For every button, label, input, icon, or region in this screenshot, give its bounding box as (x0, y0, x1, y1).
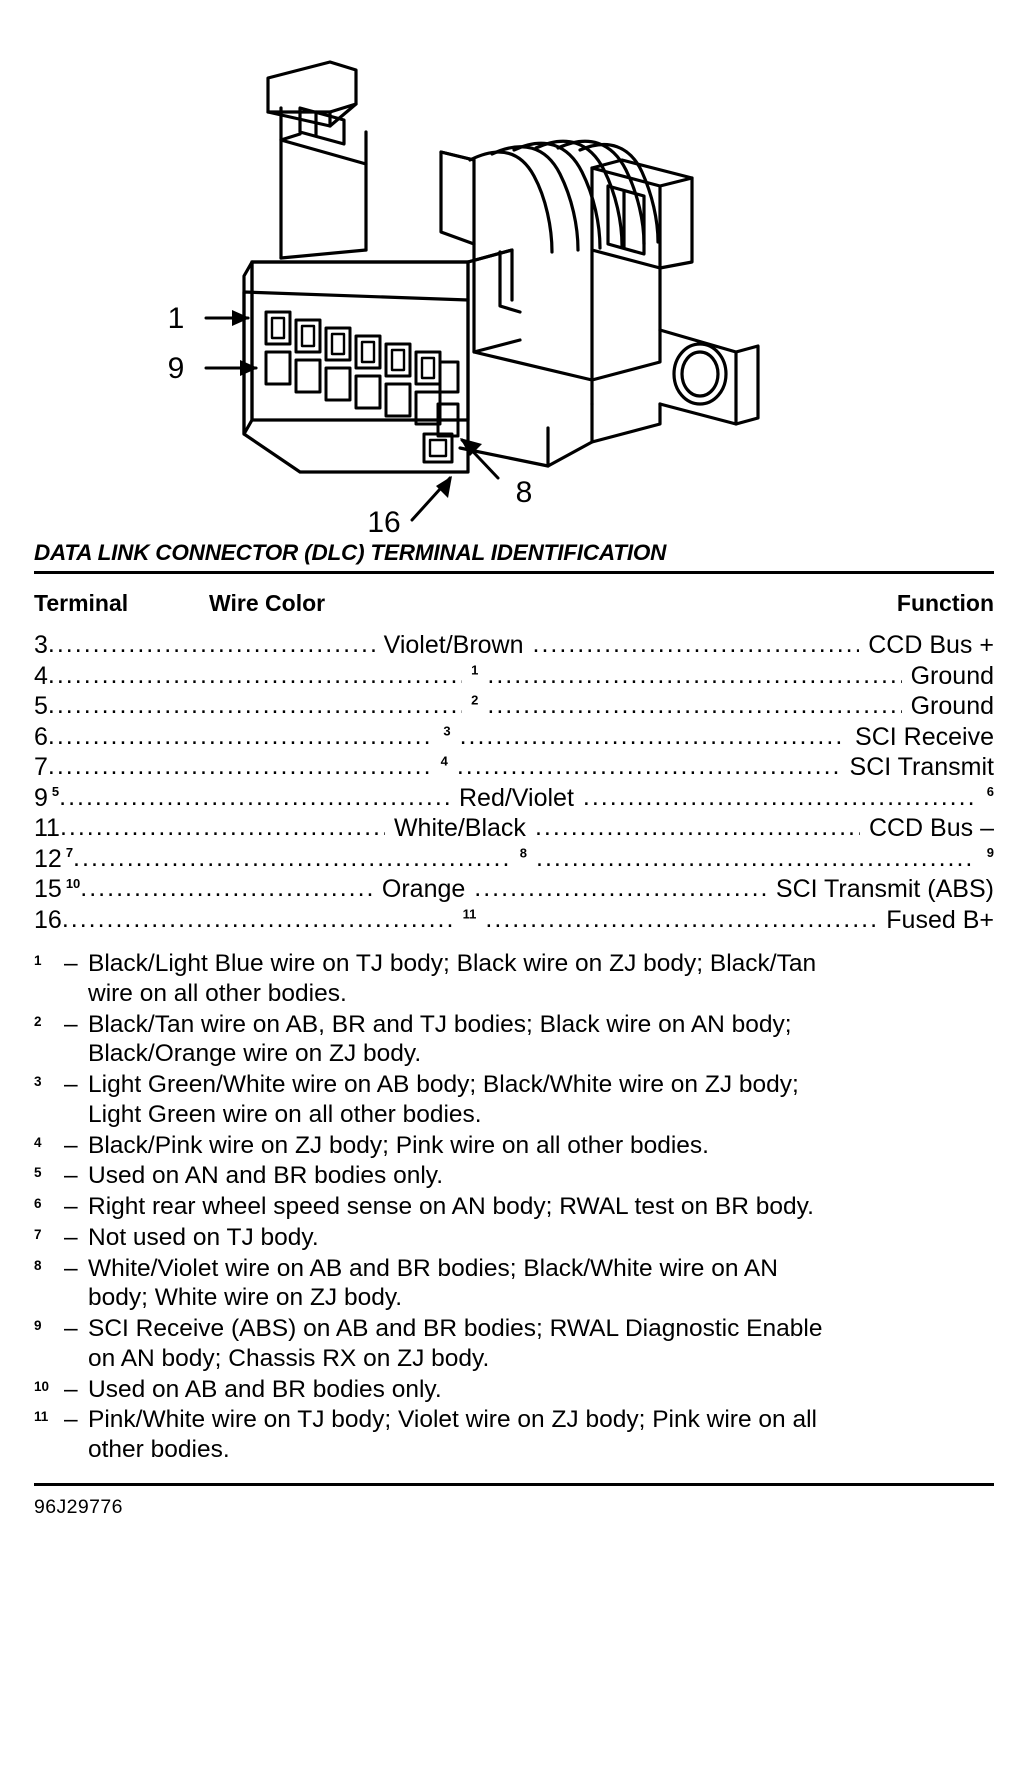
terminal-footnote-marker: 5 (51, 784, 60, 800)
footnote-line: Not used on TJ body. (88, 1223, 319, 1251)
terminal-footnote-marker: 10 (65, 875, 81, 891)
footnote (34, 1010, 994, 1070)
column-header-terminal: Terminal (34, 590, 129, 616)
footnote-text (88, 949, 994, 1009)
footnote-line: Black/Tan wire on AB, BR and TJ bodies; Black wire on AN body; (88, 1010, 792, 1038)
dot-leader (457, 751, 841, 782)
footnote-marker: 6 (34, 1196, 42, 1212)
table-title: DATA LINK CONNECTOR (DLC) TERMINAL IDENTIFICATION (34, 540, 667, 565)
cell-terminal: 3 (34, 631, 48, 659)
title-rule (34, 571, 994, 574)
footnote-line: Light Green wire on all other bodies. (88, 1100, 482, 1128)
callout-16-label: 16 (367, 506, 401, 539)
dot-leader (80, 873, 373, 904)
table-row (34, 783, 994, 814)
table-row (34, 661, 994, 692)
cell-function: Ground (910, 661, 994, 690)
dot-leader (48, 660, 462, 691)
footnote-line: body; White wire on ZJ body. (88, 1284, 403, 1312)
cell-terminal: 5 (34, 692, 48, 720)
wire-color-footnote-marker: 3 (443, 723, 451, 739)
cell-function: CCD Bus + (868, 631, 994, 659)
table-row (34, 874, 994, 905)
footnote (34, 1314, 994, 1374)
footnote-dash: – (64, 1071, 78, 1099)
dot-leader (48, 629, 375, 660)
cell-terminal: 6 (34, 722, 48, 751)
wire-color-footnote-marker: 8 (519, 845, 528, 861)
cell-function (974, 783, 994, 814)
table-row (34, 813, 994, 844)
footnote-dash: – (64, 1315, 78, 1343)
dlc-connector-figure (0, 0, 1028, 540)
footnote-line: White/Violet wire on AB and BR bodies; Black/White wire on AN (88, 1254, 778, 1282)
footnote (34, 1070, 994, 1130)
dot-leader (460, 721, 846, 752)
footnote (34, 1192, 994, 1222)
footnote-line: Right rear wheel speed sense on AN body; RWAL test on BR body. (88, 1193, 814, 1221)
dot-leader (533, 629, 860, 660)
footnote-line: on AN body; Chassis RX on ZJ body. (88, 1344, 490, 1372)
footnote-dash: – (64, 1254, 78, 1282)
footnote-dash: – (64, 1193, 78, 1221)
footnote-dash: – (64, 1375, 78, 1403)
footnote-marker: 1 (34, 953, 42, 968)
footnote (34, 1254, 994, 1314)
function-footnote-marker: 9 (986, 845, 994, 861)
wire-color-footnote-marker: 4 (440, 753, 448, 769)
footnote-line: Pink/White wire on TJ body; Violet wire on ZJ body; Pink wire on all (88, 1406, 817, 1434)
footnote (34, 949, 994, 1009)
column-header-wire-color: Wire Color (209, 590, 326, 616)
cell-wire-color (432, 752, 457, 783)
footnote-marker: 9 (34, 1318, 42, 1334)
footnote-text (88, 1405, 994, 1465)
footnote (34, 1405, 994, 1465)
footnote-line: Used on AN and BR bodies only. (88, 1162, 444, 1190)
cell-wire-color: Red/Violet (459, 783, 574, 812)
cell-function: SCI Transmit (ABS) (775, 875, 994, 903)
wire-color-footnote-marker: 2 (471, 692, 479, 708)
table-row (34, 905, 994, 936)
table-row (34, 691, 994, 722)
dot-leader (48, 721, 434, 752)
footnote-text (88, 1192, 994, 1222)
dot-leader (59, 782, 450, 813)
table-row (34, 752, 994, 783)
cell-wire-color: White/Black (393, 814, 526, 842)
footnote-dash: – (64, 1162, 78, 1190)
function-footnote-marker: 6 (986, 784, 994, 800)
footnote-dash: – (64, 1406, 78, 1434)
footnote-text (88, 1010, 994, 1070)
footnote-line: SCI Receive (ABS) on AB and BR bodies; RWAL Diagnostic Enable (88, 1315, 823, 1343)
cell-terminal: 11 (34, 814, 60, 842)
footnote-dash: – (64, 950, 78, 977)
dot-leader (487, 660, 901, 691)
terminal-identification-section (0, 540, 1028, 1519)
terminal-footnote-marker: 7 (65, 845, 74, 861)
footnote-line: Black/Pink wire on ZJ body; Pink wire on all other bodies. (88, 1131, 709, 1159)
callout-1-label: 1 (167, 302, 185, 335)
table-row (34, 844, 994, 875)
callout-9-label: 9 (167, 352, 185, 385)
dot-leader (485, 904, 877, 935)
terminal-rows (34, 630, 994, 935)
footnote-line: Black/Light Blue wire on TJ body; Black wire on ZJ body; Black/Tan (88, 950, 817, 977)
cell-wire-color (462, 661, 487, 692)
cell-wire-color (511, 844, 536, 875)
footnote-line: Black/Orange wire on ZJ body. (88, 1040, 422, 1068)
footnote-marker: 8 (34, 1257, 42, 1273)
footnote-text (88, 1375, 994, 1405)
footnote-text (88, 1070, 994, 1130)
footnote (34, 1375, 994, 1405)
dot-leader (48, 751, 432, 782)
footnote (34, 1223, 994, 1253)
footnote-dash: – (64, 1010, 78, 1038)
dot-leader (60, 812, 385, 843)
footnote-marker: 4 (34, 1134, 42, 1150)
footnote-text (88, 1254, 994, 1314)
connector-line-drawing (0, 0, 1028, 540)
cell-wire-color (462, 691, 487, 722)
cell-terminal: 15 $^{10}$ (34, 875, 81, 903)
figure-id: 96J29776 (34, 1496, 123, 1519)
cell-function: SCI Receive (855, 722, 994, 751)
cell-wire-color (434, 722, 459, 753)
cell-terminal: 4 (34, 661, 48, 690)
table-row (34, 630, 994, 661)
footer-rule (34, 1483, 994, 1486)
footnote-line: Used on AB and BR bodies only. (88, 1375, 442, 1403)
wire-color-footnote-marker: 11 (462, 906, 477, 922)
footnote-marker: 7 (34, 1226, 42, 1242)
footnote-dash: – (64, 1131, 78, 1159)
footnote-text (88, 1223, 994, 1253)
footnote-text (88, 1131, 994, 1161)
table-row (34, 722, 994, 753)
cell-function (974, 844, 994, 875)
cell-function: CCD Bus – (868, 814, 994, 842)
column-header-function: Function (896, 590, 994, 616)
table-header-row (34, 590, 994, 630)
footnotes-list (34, 949, 994, 1465)
footnote-marker: 2 (34, 1013, 42, 1029)
callout-8-label: 8 (515, 476, 533, 509)
footnote-line: wire on all other bodies. (88, 979, 347, 1007)
footnote-marker: 3 (34, 1074, 42, 1090)
cell-wire-color (454, 905, 486, 936)
dot-leader (48, 690, 462, 721)
terminal-table (34, 590, 994, 630)
cell-wire-color: Violet/Brown (383, 631, 524, 659)
cell-terminal: 12 $^7$ (34, 844, 74, 873)
footnote-marker: 10 (34, 1378, 50, 1394)
cell-terminal: 9 $^5$ (34, 783, 60, 812)
cell-terminal: 16 (34, 905, 62, 934)
wire-color-footnote-marker: 1 (471, 662, 479, 678)
footnote (34, 1131, 994, 1161)
cell-terminal: 7 (34, 753, 48, 781)
footnote-text (88, 1314, 994, 1374)
footnote-line: other bodies. (88, 1436, 230, 1464)
dot-leader (535, 812, 860, 843)
dot-leader (583, 782, 974, 813)
footnote-text (88, 1161, 994, 1191)
cell-wire-color: Orange (381, 875, 466, 903)
cell-function: SCI Transmit (849, 753, 994, 781)
footnote-marker: 11 (34, 1409, 49, 1425)
footnote-line: Light Green/White wire on AB body; Black/White wire on ZJ body; (88, 1071, 799, 1099)
cell-function: Ground (910, 692, 994, 720)
dot-leader (536, 843, 974, 874)
dot-leader (73, 843, 511, 874)
footnote (34, 1161, 994, 1191)
dot-leader (474, 873, 767, 904)
dot-leader (62, 904, 454, 935)
cell-function: Fused B+ (886, 905, 994, 934)
footnote-dash: – (64, 1223, 78, 1251)
footnote-marker: 5 (34, 1165, 42, 1181)
dot-leader (487, 690, 901, 721)
